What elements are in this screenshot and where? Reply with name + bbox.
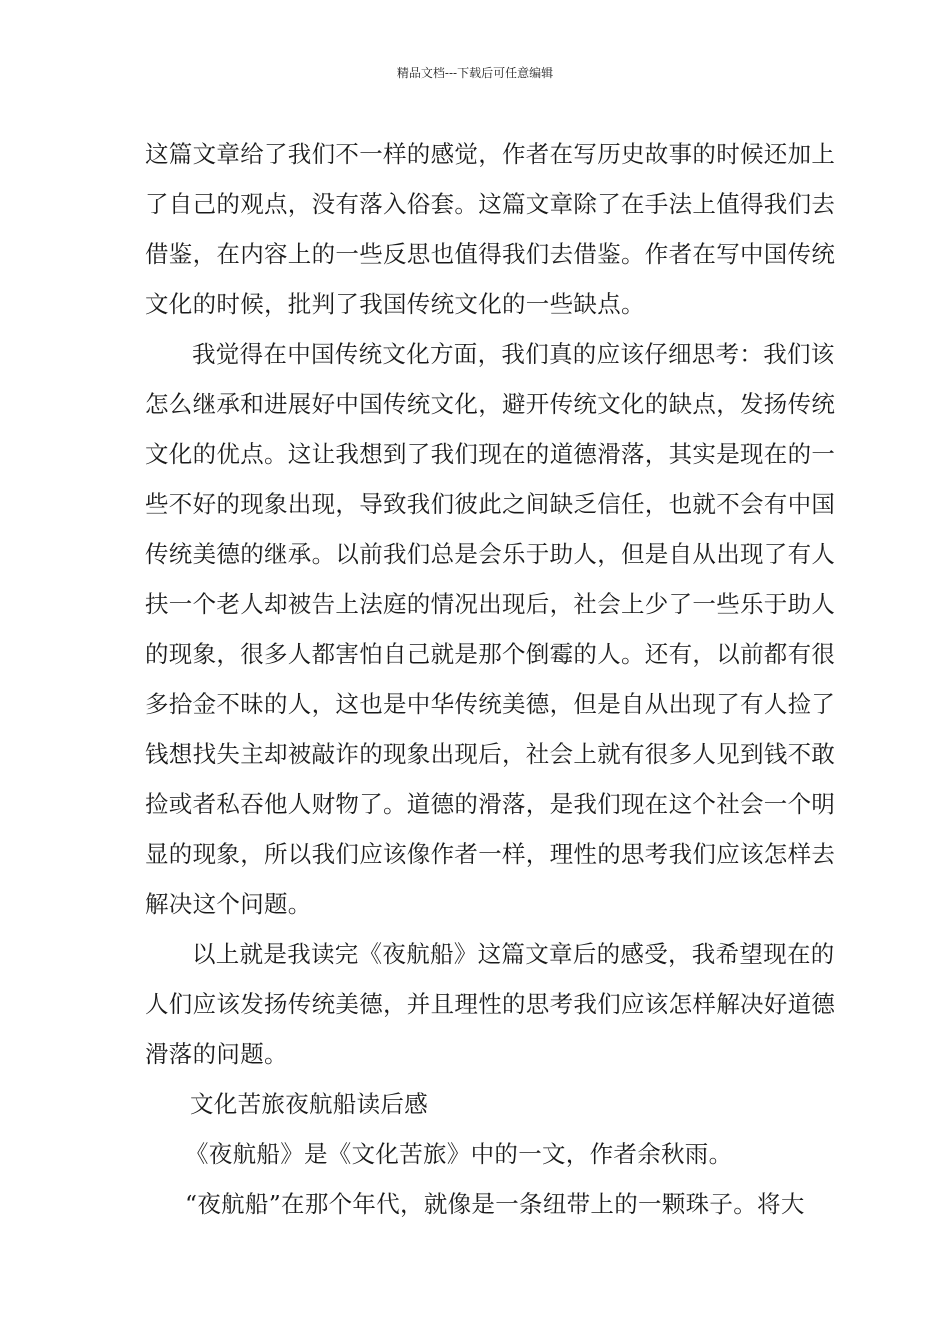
- intro-line: 《夜航船》是《文化苦旅》中的一文，作者余秋雨。: [185, 1140, 733, 1168]
- paragraph-line: 了自己的观点，没有落入俗套。这篇文章除了在手法上值得我们去: [145, 190, 836, 218]
- paragraph-line: 多拾金不昧的人，这也是中华传统美德，但是自从出现了有人捡了: [145, 690, 836, 718]
- paragraph-line: 怎么继承和进展好中国传统文化，避开传统文化的缺点，发扬传统: [145, 390, 836, 418]
- paragraph-line: 文化的时候，批判了我国传统文化的一些缺点。: [145, 290, 645, 318]
- paragraph-line: 文化的优点。这让我想到了我们现在的道德滑落，其实是现在的一: [145, 440, 836, 468]
- paragraph-line: 这篇文章给了我们不一样的感觉，作者在写历史故事的时候还加上: [145, 140, 836, 168]
- paragraph-1: [145, 131, 836, 331]
- document-body: [145, 131, 836, 1231]
- page-header: 精品文档---下载后可任意编辑: [396, 66, 554, 80]
- paragraph-line: 解决这个问题。: [145, 890, 312, 918]
- paragraph-line: 扶一个老人却被告上法庭的情况出现后，社会上少了一些乐于助人: [145, 590, 836, 618]
- paragraph-line: 借鉴，在内容上的一些反思也值得我们去借鉴。作者在写中国传统: [145, 240, 836, 268]
- paragraph-line: 滑落的问题。: [145, 1040, 288, 1068]
- paragraph-line: 传统美德的继承。以前我们总是会乐于助人，但是自从出现了有人: [145, 540, 836, 568]
- paragraph-line: 钱想找失主却被敲诈的现象出现后，社会上就有很多人见到钱不敢: [145, 740, 836, 768]
- paragraph-line: 我觉得在中国传统文化方面，我们真的应该仔细思考：我们该: [192, 340, 835, 368]
- paragraph-line: 的现象，很多人都害怕自己就是那个倒霉的人。还有，以前都有很: [145, 640, 836, 668]
- paragraph-line: 显的现象，所以我们应该像作者一样，理性的思考我们应该怎样去: [145, 840, 836, 868]
- quote-line: “夜航船”在那个年代，就像是一条纽带上的一颗珠子。将大: [185, 1190, 805, 1218]
- paragraph-2: [145, 331, 836, 931]
- paragraph-line: 以上就是我读完《夜航船》这篇文章后的感受，我希望现在的: [192, 940, 835, 968]
- paragraph-3: [145, 931, 836, 1081]
- paragraph-line: 些不好的现象出现，导致我们彼此之间缺乏信任，也就不会有中国: [145, 490, 836, 518]
- paragraph-line: 人们应该发扬传统美德，并且理性的思考我们应该怎样解决好道德: [145, 990, 836, 1018]
- paragraph-line: 捡或者私吞他人财物了。道德的滑落，是我们现在这个社会一个明: [145, 790, 836, 818]
- section-subtitle: 文化苦旅夜航船读后感: [190, 1090, 428, 1118]
